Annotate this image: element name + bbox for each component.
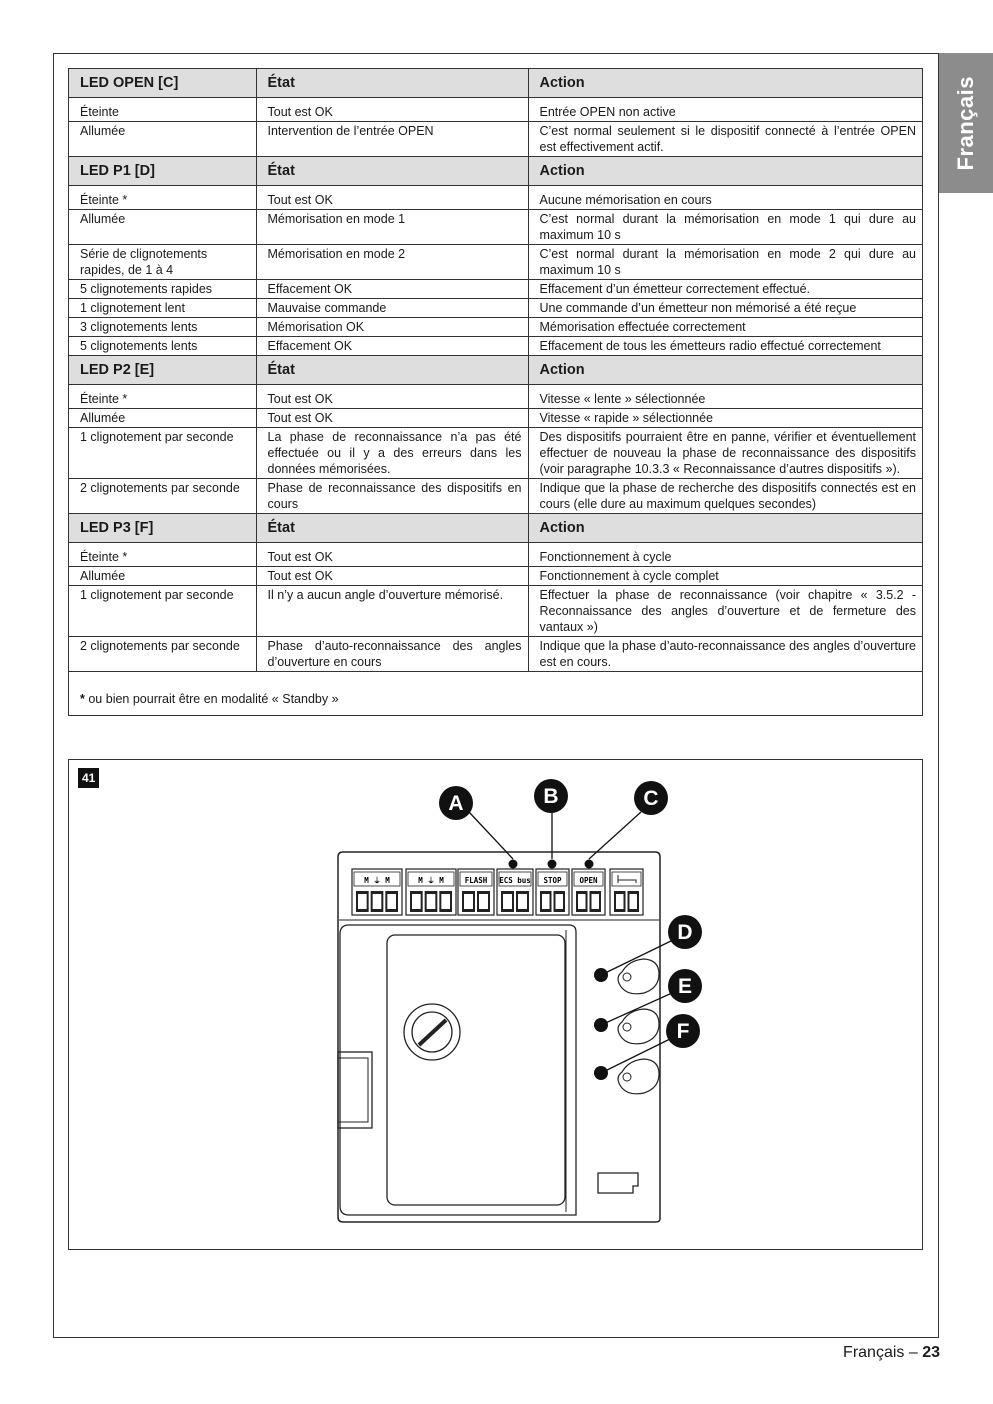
status-cell: Effacement OK bbox=[256, 280, 528, 299]
status-cell: Tout est OK bbox=[256, 548, 528, 567]
led-state-cell: Éteinte bbox=[69, 103, 256, 122]
table-row bbox=[69, 428, 922, 479]
action-cell: Aucune mémorisation en cours bbox=[528, 191, 922, 210]
terminal-label: ECS bus bbox=[499, 876, 531, 885]
led-state-cell: 1 clignotement lent bbox=[69, 299, 256, 318]
action-cell: Vitesse « lente » sélectionnée bbox=[528, 390, 922, 409]
status-cell: Phase d’auto-reconnaissance des angles d’ouverture en cours bbox=[256, 637, 528, 672]
terminal-label: OPEN bbox=[579, 876, 598, 885]
callout-d-label: D bbox=[677, 921, 693, 944]
led-status-table-box bbox=[68, 68, 923, 716]
status-cell: La phase de reconnaissance n’a pas été effectuée ou il y a des erreurs dans les données mémorisées. bbox=[256, 428, 528, 479]
terminal-label: M ⏚ M bbox=[364, 876, 390, 885]
status-cell: Mémorisation OK bbox=[256, 318, 528, 337]
table-row bbox=[69, 280, 922, 299]
led-state-cell: 2 clignotements par seconde bbox=[69, 637, 256, 672]
led-state-cell: Allumée bbox=[69, 409, 256, 428]
page-number: 23 bbox=[922, 1344, 940, 1361]
led-open-header-cell: État bbox=[256, 69, 528, 98]
action-cell: Indique que la phase d’auto-reconnaissance des angles d’ouverture est en cours. bbox=[528, 637, 922, 672]
led-state-cell: Éteinte * bbox=[69, 191, 256, 210]
table-row bbox=[69, 318, 922, 337]
action-cell: Entrée OPEN non active bbox=[528, 103, 922, 122]
led-p3-header-cell: État bbox=[256, 514, 528, 543]
status-cell: Mémorisation en mode 1 bbox=[256, 210, 528, 245]
terminal-label: FLASH bbox=[464, 876, 488, 885]
terminal-block bbox=[497, 869, 533, 915]
page-footer bbox=[843, 1344, 940, 1362]
footer-language: Français – bbox=[843, 1344, 918, 1361]
led-b-dot bbox=[548, 860, 557, 869]
status-cell: Intervention de l’entrée OPEN bbox=[256, 122, 528, 157]
terminal-block bbox=[536, 869, 569, 915]
action-cell: Indique que la phase de recherche des dispositifs connectés est en cours (elle dure au maximum quelques secondes) bbox=[528, 479, 922, 514]
table-row bbox=[69, 122, 922, 157]
led-status-table bbox=[69, 69, 922, 672]
table-row bbox=[69, 567, 922, 586]
terminal-label: STOP bbox=[543, 876, 562, 885]
terminal-label: M ⏚ M bbox=[418, 876, 444, 885]
led-state-cell: Éteinte * bbox=[69, 548, 256, 567]
table-row bbox=[69, 548, 922, 567]
table-footnote bbox=[80, 692, 339, 706]
table-row bbox=[69, 210, 922, 245]
led-state-cell: 1 clignotement par seconde bbox=[69, 428, 256, 479]
callout-a-label: A bbox=[448, 792, 464, 815]
terminal-block bbox=[458, 869, 494, 915]
table-row bbox=[69, 390, 922, 409]
led-open-header-cell: LED OPEN [C] bbox=[69, 69, 256, 98]
action-cell: C’est normal durant la mémorisation en mode 2 qui dure au maximum 10 s bbox=[528, 245, 922, 280]
figure-41 bbox=[68, 759, 923, 1250]
led-state-cell: 5 clignotements lents bbox=[69, 337, 256, 356]
led-p3-header-row bbox=[69, 514, 922, 543]
status-cell: Effacement OK bbox=[256, 337, 528, 356]
action-cell: Fonctionnement à cycle complet bbox=[528, 567, 922, 586]
led-p1-header-row bbox=[69, 157, 922, 186]
figure-number: 41 bbox=[78, 768, 99, 788]
table-row bbox=[69, 103, 922, 122]
status-cell: Tout est OK bbox=[256, 409, 528, 428]
led-p2-header-row bbox=[69, 356, 922, 385]
table-row bbox=[69, 479, 922, 514]
table-row bbox=[69, 337, 922, 356]
table-row bbox=[69, 409, 922, 428]
led-p3-header-cell: LED P3 [F] bbox=[69, 514, 256, 543]
led-state-cell: 1 clignotement par seconde bbox=[69, 586, 256, 637]
control-board-diagram bbox=[69, 760, 922, 1249]
status-cell: Tout est OK bbox=[256, 191, 528, 210]
action-cell: Des dispositifs pourraient être en panne, vérifier et éventuellement effectuer de nouveau la phase de reconnaissance des dispositifs (voir paragraphe 10.3.3 « Reconnaissance d’autres dispositifs »). bbox=[528, 428, 922, 479]
callout-b-label: B bbox=[543, 785, 559, 808]
terminal-blocks bbox=[352, 869, 643, 915]
action-cell: Effacement d’un émetteur correctement effectué. bbox=[528, 280, 922, 299]
footnote-star: * bbox=[80, 692, 85, 706]
led-state-cell: 3 clignotements lents bbox=[69, 318, 256, 337]
language-side-tab-label: Français bbox=[953, 75, 978, 171]
callout-e-label: E bbox=[677, 975, 693, 998]
led-p2-header-cell: État bbox=[256, 356, 528, 385]
led-p2-header-cell: Action bbox=[528, 356, 922, 385]
action-cell: Une commande d’un émetteur non mémorisé a été reçue bbox=[528, 299, 922, 318]
led-c-dot bbox=[585, 860, 594, 869]
action-cell: Fonctionnement à cycle bbox=[528, 548, 922, 567]
callout-c-label: C bbox=[643, 787, 659, 810]
status-cell: Mauvaise commande bbox=[256, 299, 528, 318]
action-cell: Effectuer la phase de reconnaissance (voir chapitre « 3.5.2 - Reconnaissance des angles d’ouverture et de fermeture des vantaux ») bbox=[528, 586, 922, 637]
callout-f-label: F bbox=[676, 1020, 690, 1043]
status-cell: Mémorisation en mode 2 bbox=[256, 245, 528, 280]
table-row bbox=[69, 191, 922, 210]
language-side-tab bbox=[939, 53, 993, 193]
table-row bbox=[69, 299, 922, 318]
led-p3-header-cell: Action bbox=[528, 514, 922, 543]
terminal-block bbox=[610, 869, 643, 915]
action-cell: C’est normal durant la mémorisation en mode 1 qui dure au maximum 10 s bbox=[528, 210, 922, 245]
status-cell: Tout est OK bbox=[256, 390, 528, 409]
led-state-cell: Allumée bbox=[69, 210, 256, 245]
action-cell: Effacement de tous les émetteurs radio effectué correctement bbox=[528, 337, 922, 356]
status-cell: Tout est OK bbox=[256, 103, 528, 122]
status-cell: Tout est OK bbox=[256, 567, 528, 586]
led-p1-header-cell: État bbox=[256, 157, 528, 186]
terminal-block bbox=[352, 869, 402, 915]
table-row bbox=[69, 245, 922, 280]
led-state-cell: Éteinte * bbox=[69, 390, 256, 409]
status-cell: Il n’y a aucun angle d’ouverture mémorisé. bbox=[256, 586, 528, 637]
action-cell: Vitesse « rapide » sélectionnée bbox=[528, 409, 922, 428]
led-state-cell: Série de clignotements rapides, de 1 à 4 bbox=[69, 245, 256, 280]
led-state-cell: 2 clignotements par seconde bbox=[69, 479, 256, 514]
terminal-block bbox=[406, 869, 456, 915]
led-open-header-row bbox=[69, 69, 922, 98]
table-row bbox=[69, 586, 922, 637]
led-state-cell: Allumée bbox=[69, 567, 256, 586]
table-row bbox=[69, 637, 922, 672]
led-p1-header-cell: Action bbox=[528, 157, 922, 186]
footnote-text: ou bien pourrait être en modalité « Standby » bbox=[88, 692, 339, 706]
led-p2-header-cell: LED P2 [E] bbox=[69, 356, 256, 385]
action-cell: Mémorisation effectuée correctement bbox=[528, 318, 922, 337]
led-p1-header-cell: LED P1 [D] bbox=[69, 157, 256, 186]
led-open-header-cell: Action bbox=[528, 69, 922, 98]
led-state-cell: Allumée bbox=[69, 122, 256, 157]
status-cell: Phase de reconnaissance des dispositifs en cours bbox=[256, 479, 528, 514]
terminal-block bbox=[572, 869, 605, 915]
led-state-cell: 5 clignotements rapides bbox=[69, 280, 256, 299]
action-cell: C’est normal seulement si le dispositif connecté à l’entrée OPEN est effectivement actif. bbox=[528, 122, 922, 157]
led-a-dot bbox=[509, 860, 518, 869]
